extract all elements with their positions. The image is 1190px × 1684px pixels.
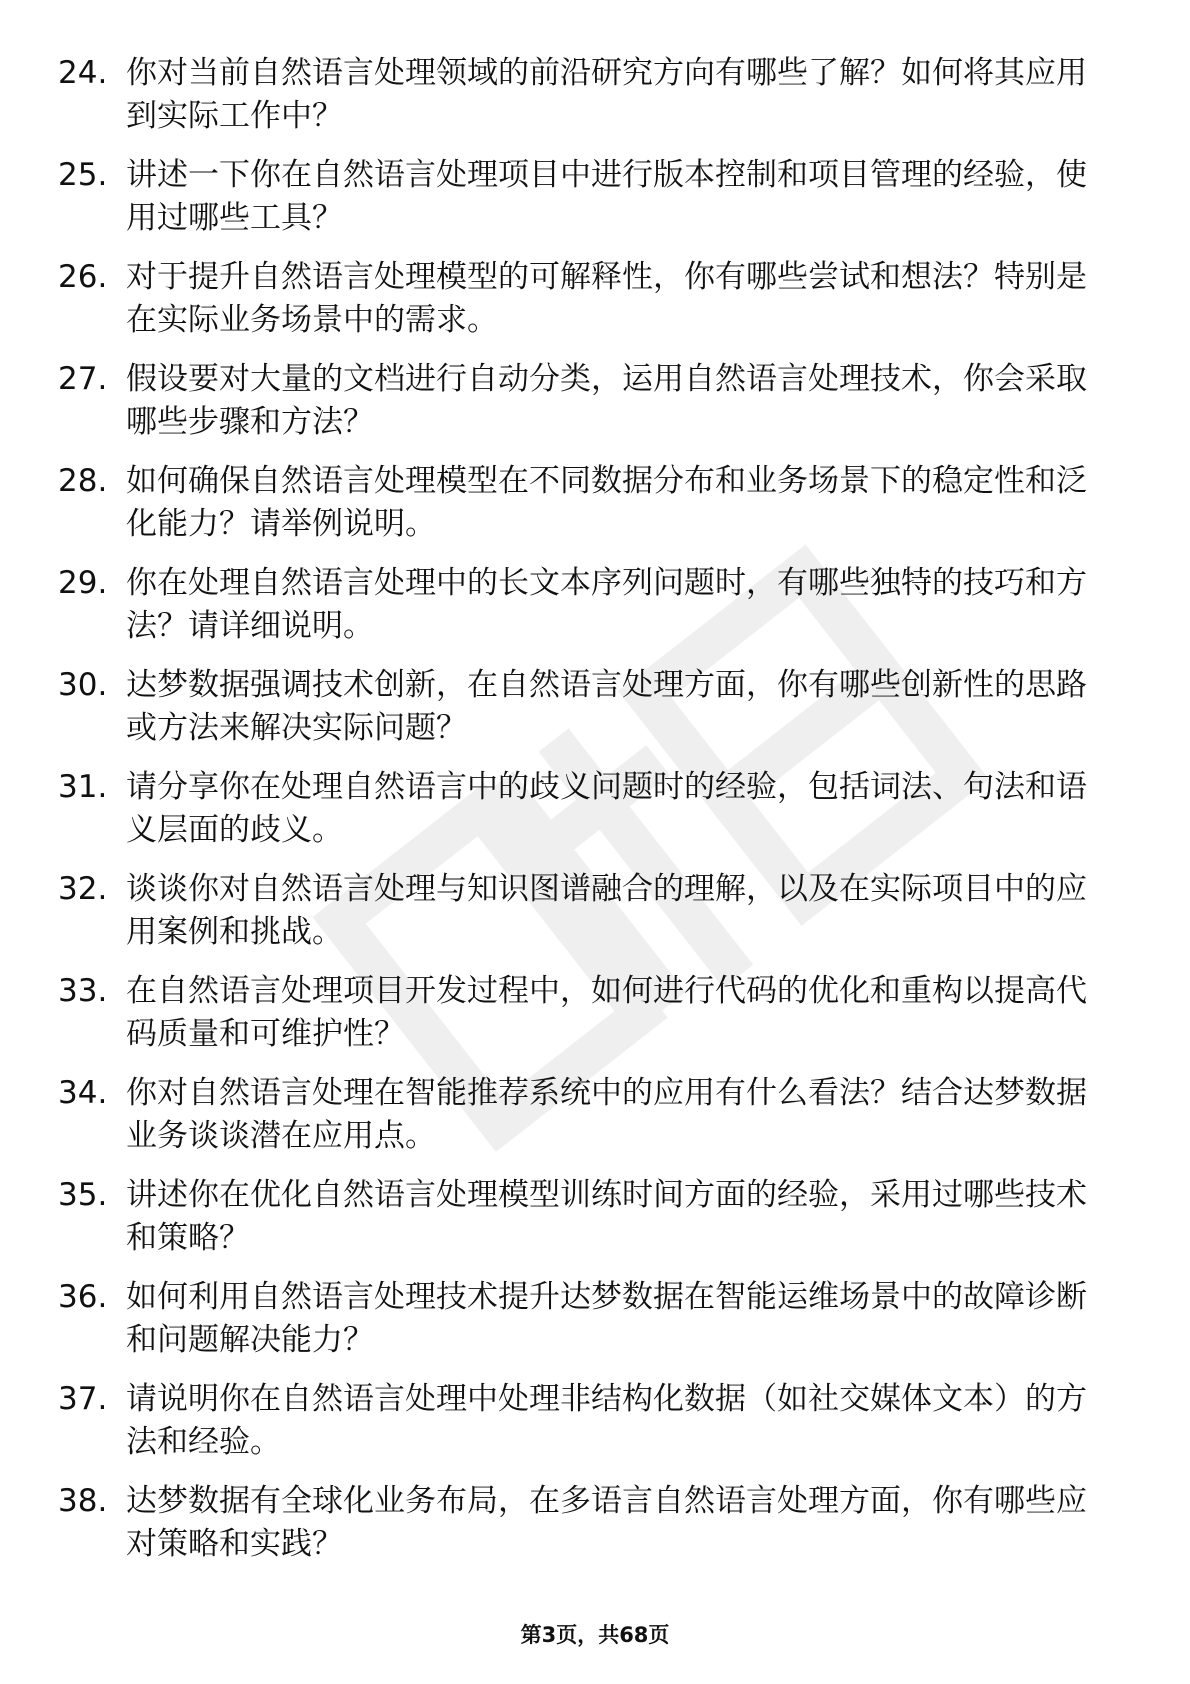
question-item [58, 256, 1118, 358]
question-number: 29. [58, 565, 108, 601]
question-text: 谈谈你对自然语言处理与知识图谱融合的理解，以及在实际项目中的应用案例和挑战。 [126, 871, 1087, 950]
question-text: 讲述你在优化自然语言处理模型训练时间方面的经验，采用过哪些技术和策略？ [126, 1177, 1087, 1256]
question-text: 达梦数据有全球化业务布局，在多语言自然语言处理方面，你有哪些应对策略和实践？ [126, 1483, 1087, 1562]
question-item [58, 970, 1118, 1072]
question-item [58, 664, 1118, 766]
question-list [58, 52, 1118, 1582]
question-item [58, 460, 1118, 562]
question-number: 27. [58, 361, 108, 397]
question-number: 25. [58, 157, 108, 193]
question-text: 你对自然语言处理在智能推荐系统中的应用有什么看法？结合达梦数据业务谈谈潜在应用点。 [126, 1075, 1087, 1154]
question-text: 达梦数据强调技术创新，在自然语言处理方面，你有哪些创新性的思路或方法来解决实际问题？ [126, 667, 1087, 746]
question-number: 38. [58, 1483, 108, 1519]
question-item [58, 154, 1118, 256]
question-item [58, 1276, 1118, 1378]
question-number: 33. [58, 973, 108, 1009]
question-item [58, 562, 1118, 664]
question-text: 请分享你在处理自然语言中的歧义问题时的经验，包括词法、句法和语义层面的歧义。 [126, 769, 1087, 848]
page-number-footer: 第3页，共68页 [520, 1623, 670, 1647]
question-item [58, 1174, 1118, 1276]
question-number: 24. [58, 55, 108, 91]
question-number: 37. [58, 1381, 108, 1417]
question-number: 31. [58, 769, 108, 805]
question-text: 讲述一下你在自然语言处理项目中进行版本控制和项目管理的经验，使用过哪些工具？ [126, 157, 1087, 236]
question-number: 30. [58, 667, 108, 703]
question-number: 35. [58, 1177, 108, 1213]
question-number: 28. [58, 463, 108, 499]
question-number: 34. [58, 1075, 108, 1111]
question-text: 你对当前自然语言处理领域的前沿研究方向有哪些了解？如何将其应用到实际工作中？ [126, 55, 1087, 134]
question-number: 32. [58, 871, 108, 907]
question-text: 假设要对大量的文档进行自动分类，运用自然语言处理技术，你会采取哪些步骤和方法？ [126, 361, 1087, 440]
question-text: 你在处理自然语言处理中的长文本序列问题时，有哪些独特的技巧和方法？请详细说明。 [126, 565, 1087, 644]
question-number: 26. [58, 259, 108, 295]
question-text: 如何利用自然语言处理技术提升达梦数据在智能运维场景中的故障诊断和问题解决能力？ [126, 1279, 1087, 1358]
question-text: 在自然语言处理项目开发过程中，如何进行代码的优化和重构以提高代码质量和可维护性？ [126, 973, 1087, 1052]
question-item [58, 52, 1118, 154]
question-text: 对于提升自然语言处理模型的可解释性，你有哪些尝试和想法？特别是在实际业务场景中的需求。 [126, 259, 1087, 338]
question-item [58, 358, 1118, 460]
question-text: 如何确保自然语言处理模型在不同数据分布和业务场景下的稳定性和泛化能力？请举例说明。 [126, 463, 1087, 542]
question-item [58, 1072, 1118, 1174]
question-item [58, 1480, 1118, 1582]
question-number: 36. [58, 1279, 108, 1315]
question-item [58, 1378, 1118, 1480]
question-item [58, 766, 1118, 868]
question-text: 请说明你在自然语言处理中处理非结构化数据（如社交媒体文本）的方法和经验。 [126, 1381, 1087, 1460]
question-item [58, 868, 1118, 970]
